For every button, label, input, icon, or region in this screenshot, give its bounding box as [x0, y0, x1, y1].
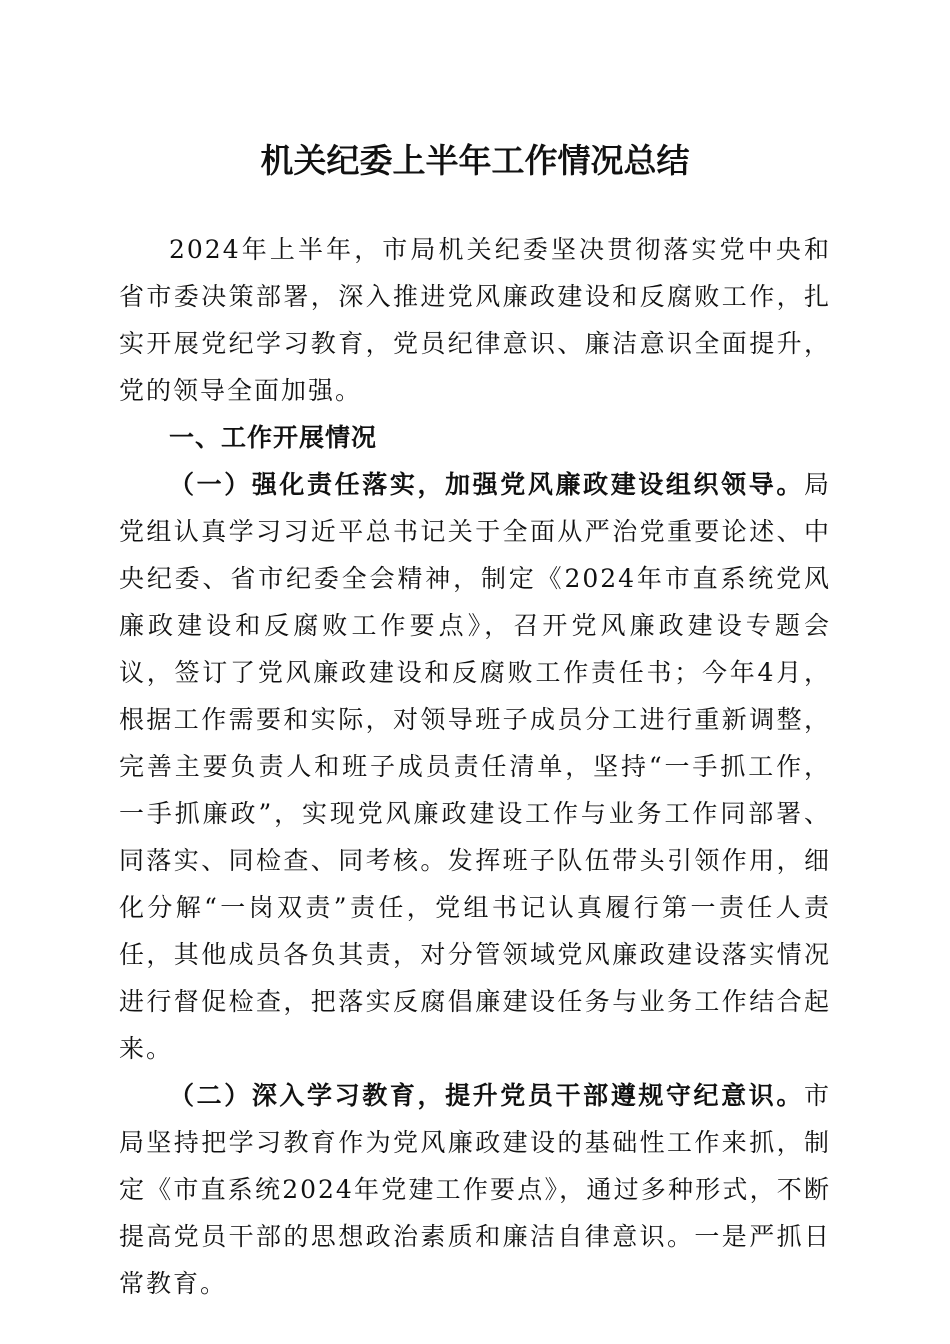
intro-paragraph: 2024年上半年，市局机关纪委坚决贯彻落实党中央和省市委决策部署，深入推进党风廉政建设和反腐败工作，扎实开展党纪学习教育，党员纪律意识、廉洁意识全面提升，党的领导全面加强。 — [119, 235, 831, 405]
section-item-2 — [119, 1072, 831, 1307]
section-heading: 一、工作开展情况 — [169, 423, 378, 452]
document-body — [119, 226, 831, 1307]
section-item-1 — [119, 461, 831, 1072]
section-item-2-heading: （二）深入学习教育，提升党员干部遵规守纪意识。 — [169, 1081, 804, 1110]
document-title: 机关纪委上半年工作情况总结 — [260, 141, 690, 180]
section-item-1-heading: （一）强化责任落实，加强党风廉政建设组织领导。 — [169, 470, 804, 499]
section-item-2-text: 市局坚持把学习教育作为党风廉政建设的基础性工作来抓，制定《市直系统2024年党建工作要点》，通过多种形式，不断提高党员干部的思想政治素质和廉洁自律意识。一是严抓日常教育。 — [119, 1081, 831, 1298]
section-item-1-text: 局党组认真学习习近平总书记关于全面从严治党重要论述、中央纪委、省市纪委全会精神，制定《2024年市直系统党风廉政建设和反腐败工作要点》，召开党风廉政建设专题会议，签订了党风廉政建设和反腐败工作责任书；今年4月，根据工作需要和实际，对领导班子成员分工进行重新调整，完善主要负责人和班子成员责任清单，坚持“一手抓工作，一手抓廉政”，实现党风廉政建设工作与业务工作同部署、同落实、同检查、同考核。发挥班子队伍带头引领作用，细化分解“一岗双责”责任，党组书记认真履行第一责任人责任，其他成员各负其责，对分管领域党风廉政建设落实情况进行督促检查，把落实反腐倡廉建设任务与业务工作结合起来。 — [119, 470, 831, 1063]
